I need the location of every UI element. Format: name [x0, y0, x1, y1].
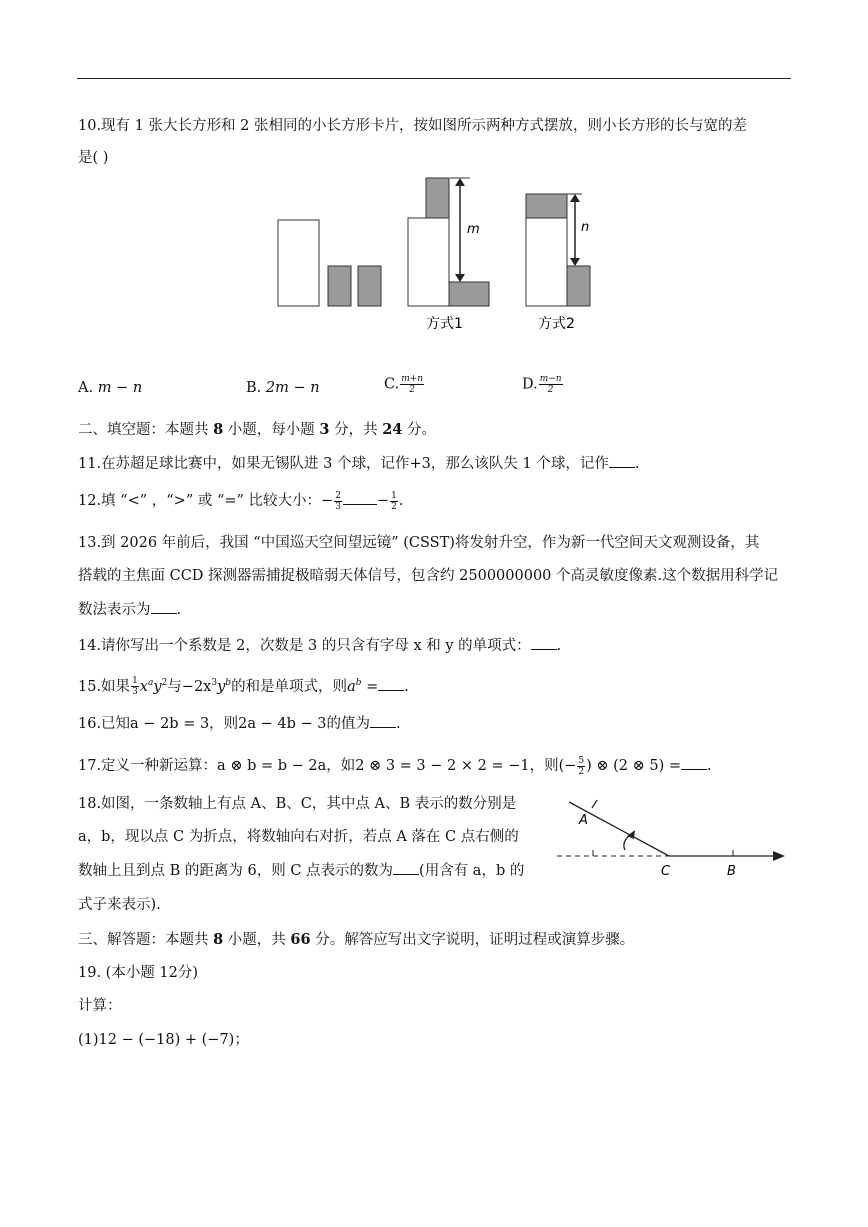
q18-line1: 18.如图，一条数轴上有点 A、B、C，其中点 A、B 表示的数分别是 — [78, 796, 517, 812]
label-b: B — [727, 864, 736, 879]
q16: 16.已知a − 2b = 3，则2a − 4b − 3的值为 . — [78, 713, 401, 734]
q13-blank — [151, 599, 177, 614]
q18-line4: 式子来表示). — [78, 897, 161, 913]
q17-blank — [681, 755, 707, 770]
section2-heading: 二、填空题：本题共 8 小题，每小题 3 分，共 24 分。 — [78, 421, 437, 438]
label-m: m — [467, 222, 480, 237]
q12: 12.填 “<” ，“>” 或 “=” 比较大小：− $\frac{2}{3}$ − $\frac{1}{2}$ . — [78, 490, 404, 512]
method2-small-bottom — [567, 266, 590, 306]
option-d: D. $\frac{m-n}{2}$ — [522, 374, 562, 395]
q19-title: 19. (本小题 12分) — [78, 965, 199, 981]
q16-blank — [370, 713, 396, 728]
label-c: C — [661, 864, 671, 879]
q18-blank — [393, 860, 419, 875]
method2-large — [526, 218, 567, 306]
method1-small-top — [426, 178, 449, 218]
caption-method2: 方式2 — [538, 316, 575, 332]
q15: 15.如果 $\frac{1}{3}$ $x^ay^2$与$-2x^3y^b$的和是单项式，则$a^b$ = . — [78, 676, 409, 698]
q19-part1: (1)12 − (−18) + (−7)； — [78, 1032, 249, 1048]
header-rule — [77, 78, 791, 79]
q13-line3: 数法表示为 . — [78, 599, 181, 620]
q14-blank — [531, 635, 557, 650]
q11-blank — [609, 453, 635, 468]
caption-method1: 方式1 — [426, 316, 463, 332]
option-b: B. 2m − n — [246, 380, 320, 396]
option-a: A. m − n — [78, 380, 143, 396]
method1-small-bottom — [449, 282, 489, 306]
q15-blank — [378, 676, 404, 691]
label-a: A — [579, 813, 588, 828]
q10-figure — [270, 172, 600, 337]
method2-small-top — [526, 194, 567, 218]
option-c: C. $\frac{m+n}{2}$ — [384, 374, 424, 395]
label-n: n — [581, 220, 590, 235]
q17: 17.定义一种新运算：a ⊗ b = b − 2a，如2 ⊗ 3 = 3 − 2 × 2 = −1，则(− $\frac{5}{2}$ ) ⊗ (2 ⊗ 5) = . — [78, 755, 712, 777]
q18-figure — [555, 792, 795, 884]
q11: 11.在苏超足球比赛中，如果无锡队进 3 个球，记作+3，那么该队失 1 个球，记作 . — [78, 453, 639, 474]
q10-line1: 10.现有 1 张大长方形和 2 张相同的小长方形卡片，按如图所示两种方式摆放，则小长方形的长与宽的差 — [78, 118, 747, 134]
q18-line3: 数轴上且到点 B 的距离为 6，则 C 点表示的数为 (用含有 a，b 的 — [78, 860, 524, 881]
q13-line2: 搭载的主焦面 CCD 探测器需捕捉极暗弱天体信号，包含约 2500000000 个高灵敏度像素.这个数据用科学记 — [78, 568, 779, 584]
q18-line2: a，b，现以点 C 为折点，将数轴向右对折，若点 A 落在 C 点右侧的 — [78, 829, 519, 845]
q12-blank — [343, 490, 377, 505]
q14: 14.请你写出一个系数是 2，次数是 3 的只含有字母 x 和 y 的单项式： . — [78, 635, 561, 656]
q13-line1: 13.到 2026 年前后，我国 “中国巡天空间望远镜” (CSST)将发射升空，作为新一代空间天文观测设备，其 — [78, 535, 760, 551]
method1-large — [408, 218, 449, 306]
q19-instruction: 计算： — [78, 998, 122, 1014]
small-rectangle-1 — [328, 266, 351, 306]
large-rectangle — [278, 220, 319, 306]
q10-line2: 是( ) — [78, 150, 109, 166]
small-rectangle-2 — [358, 266, 381, 306]
section3-heading: 三、解答题：本题共 8 小题，共 66 分。解答应写出文字说明，证明过程或演算步骤。 — [78, 931, 635, 948]
